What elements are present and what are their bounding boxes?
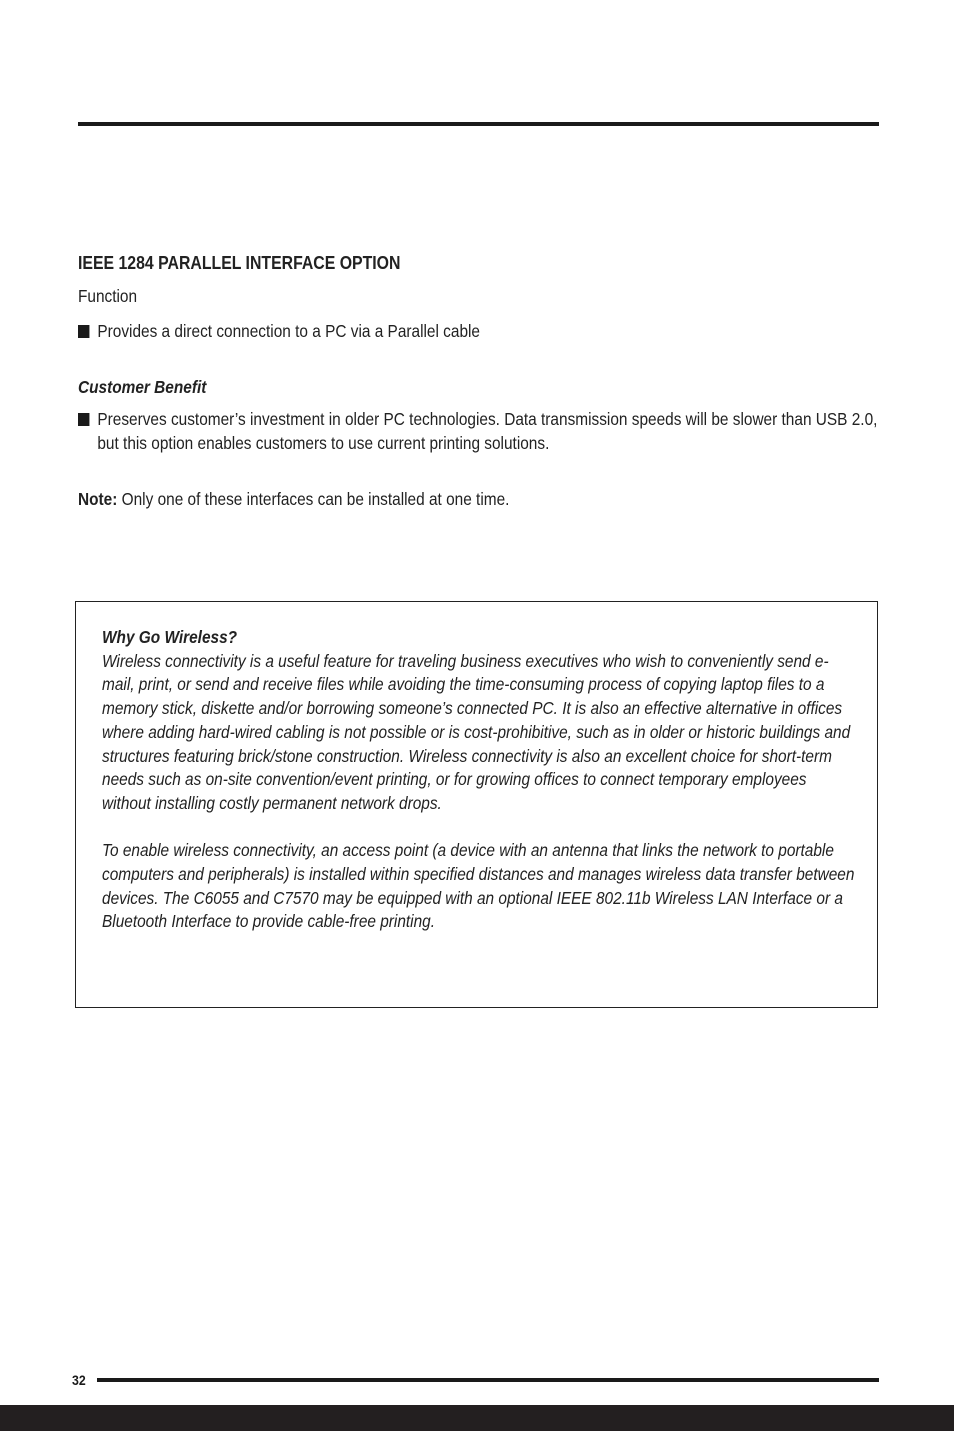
- main-content: [78, 251, 879, 511]
- note-text: Only one of these interfaces can be installed at one time.: [117, 489, 510, 509]
- benefit-bullet-text: Preserves customer’s investment in older PC technologies. Data transmission speeds will be slower than USB 2.0, but this option enables customers to use current printing solutions.: [97, 409, 878, 453]
- note-label: Note:: [78, 489, 118, 509]
- box-title: Why Go Wireless?: [102, 627, 238, 647]
- section-heading: IEEE 1284 PARALLEL INTERFACE OPTION: [78, 253, 401, 273]
- box-content: [102, 626, 855, 934]
- function-bullet-text: Provides a direct connection to a PC via a Parallel cable: [97, 321, 481, 341]
- bottom-band: [0, 1405, 954, 1431]
- function-bullet: [78, 319, 879, 343]
- benefit-bullet: [78, 407, 879, 455]
- box-paragraph-2: To enable wireless connectivity, an access point (a device with an antenna that links the network to portable computers and peripherals) is installed within specified distances and manages wireless data transfer between devices. The C6055 and C7570 may be equipped with an optional IEEE 802.11b Wireless LAN Interface or a Bluetooth Interface to provide cable-free printing.: [102, 840, 855, 932]
- square-bullet-icon: [78, 325, 89, 338]
- box-paragraph-1: Wireless connectivity is a useful feature for traveling business executives who wish to conveniently send e-mail, print, or send and receive files while avoiding the time-consuming process of copying laptop files to a memory stick, diskette and/or borrowing someone’s connected PC. It is also an effective alternative in offices where adding hard-wired cabling is not possible or is cost-prohibitive, such as in older or historic buildings and structures featuring brick/stone construction. Wireless connectivity is also an excellent choice for short-term needs such as on-site convention/event printing, or for growing offices to connect temporary employees without installing costly permanent network drops.: [102, 650, 851, 813]
- note: [78, 487, 879, 511]
- function-label: Function: [78, 286, 138, 306]
- footer-rule: [97, 1378, 879, 1382]
- top-rule: [78, 122, 879, 126]
- square-bullet-icon: [78, 413, 89, 426]
- why-go-wireless-box: [75, 601, 878, 1008]
- customer-benefit-heading: Customer Benefit: [78, 377, 207, 397]
- page-number: 32: [72, 1372, 86, 1388]
